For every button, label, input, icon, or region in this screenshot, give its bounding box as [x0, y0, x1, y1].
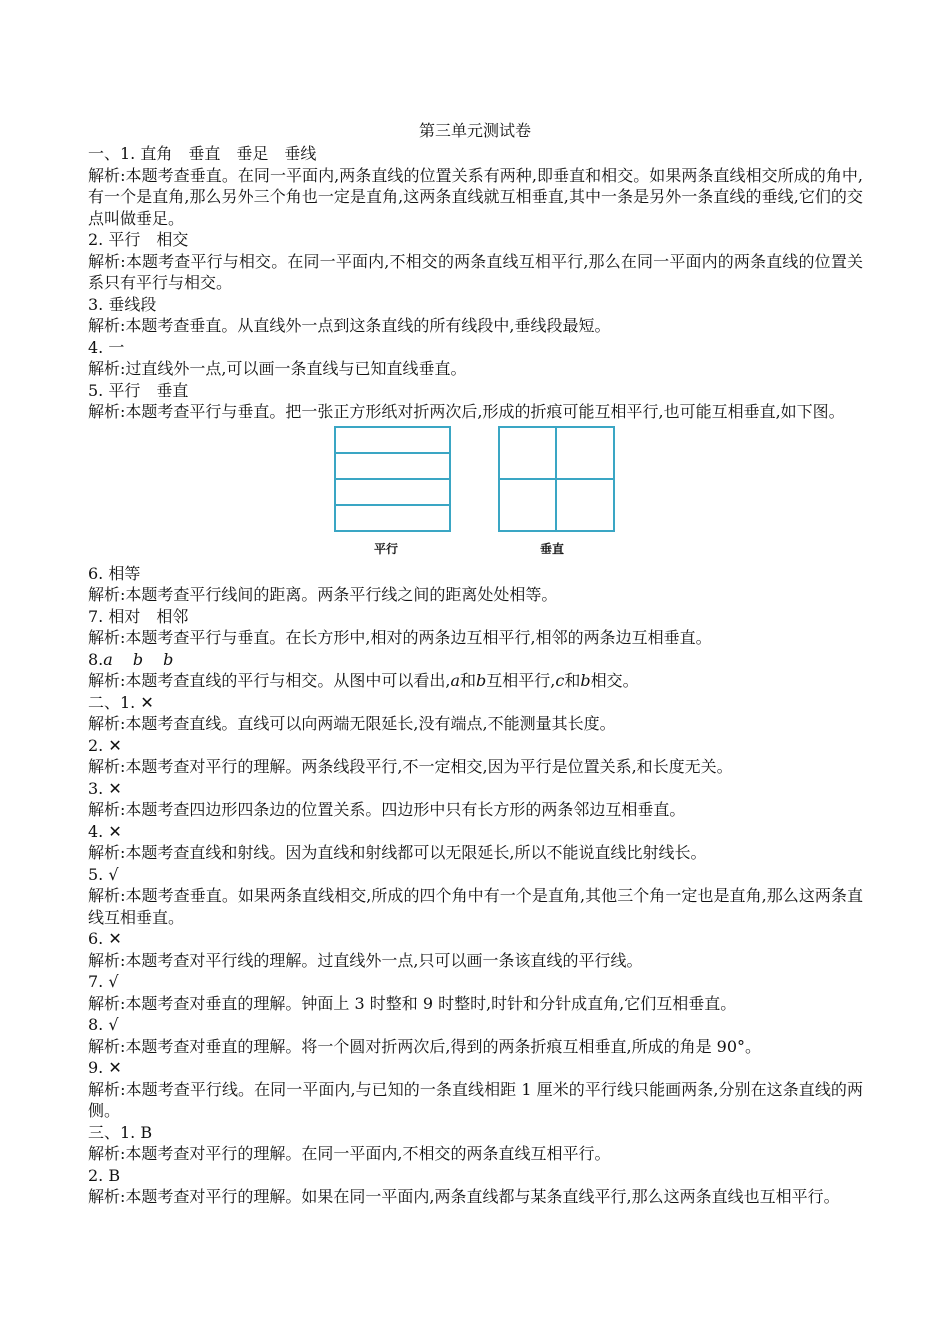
parallel-fold-square [335, 427, 450, 531]
label-perpendicular: 垂直 [540, 541, 565, 556]
s1-q3-answer: 3. 垂线段 [88, 294, 157, 314]
s3-q1-analysis: 解析:本题考查对平行的理解。在同一平面内,不相交的两条直线互相平行。 [88, 1144, 611, 1163]
q8-var-a: a [103, 649, 113, 669]
s2-q1-answer: 二、1. ✕ [88, 692, 154, 712]
fold-figure [88, 423, 863, 563]
s2-q5-answer: 5. √ [88, 864, 119, 884]
q8-analysis-end: 相交。 [590, 671, 639, 690]
s1-q7-answer: 7. 相对 相邻 [88, 606, 189, 626]
s2-q6-answer: 6. ✕ [88, 929, 122, 948]
s1-q7-analysis: 解析:本题考查平行与垂直。在长方形中,相对的两条边互相平行,相邻的两条边互相垂直。 [88, 628, 712, 647]
s1-q4-analysis: 解析:过直线外一点,可以画一条直线与已知直线垂直。 [88, 359, 467, 378]
q8-analysis-var-c: c [555, 671, 565, 690]
s1-q1-answer: 一、1. 直角 垂直 垂足 垂线 [88, 144, 317, 163]
s1-q5-analysis: 解析:本题考查平行与垂直。把一张正方形纸对折两次后,形成的折痕可能互相平行,也可能互相垂直,如下图。 [88, 402, 845, 421]
s1-q3-analysis: 解析:本题考查垂直。从直线外一点到这条直线的所有线段中,垂线段最短。 [88, 316, 611, 335]
s3-q2-analysis: 解析:本题考查对平行的理解。如果在同一平面内,两条直线都与某条直线平行,那么这两条直线也互相平行。 [88, 1187, 840, 1206]
s1-q1-analysis: 解析:本题考查垂直。在同一平面内,两条直线的位置关系有两种,即垂直和相交。如果两条直线相交所成的角中,有一个是直角,那么另外三个角也一定是直角,这两条直线就互相垂直,其中一条是另外一条直线的垂线,它们的交点叫做垂足。 [88, 165, 863, 228]
answer-content [88, 143, 863, 1208]
s1-q5-answer: 5. 平行 垂直 [88, 380, 189, 400]
s1-q6-analysis: 解析:本题考查平行线间的距离。两条平行线之间的距离处处相等。 [88, 585, 558, 604]
fold-diagrams [334, 423, 624, 535]
q8-analysis-mid2: 互相平行, [486, 671, 556, 690]
label-parallel: 平行 [374, 541, 399, 556]
perpendicular-fold-square [499, 427, 614, 531]
s2-q2-answer: 2. ✕ [88, 735, 122, 755]
s2-q1-analysis: 解析:本题考查直线。直线可以向两端无限延长,没有端点,不能测量其长度。 [88, 714, 616, 733]
s2-q9-analysis: 解析:本题考查平行线。在同一平面内,与已知的一条直线相距 1 厘米的平行线只能画两条,分别在这条直线的两侧。 [88, 1079, 863, 1120]
q8-analysis-pre: 解析:本题考查直线的平行与相交。从图中可以看出, [88, 671, 451, 690]
s3-q2-answer: 2. B [88, 1165, 121, 1185]
s1-q8-answer [88, 649, 863, 671]
q8-var-b1: b [132, 649, 144, 669]
s1-q8-analysis [88, 670, 863, 692]
s3-q1-answer: 三、1. B [88, 1122, 153, 1142]
s2-q8-answer: 8. √ [88, 1015, 119, 1034]
s2-q7-answer: 7. √ [88, 972, 119, 991]
q8-var-b2: b [163, 649, 174, 669]
s2-q9-answer: 9. ✕ [88, 1058, 122, 1077]
s1-q6-answer: 6. 相等 [88, 563, 141, 583]
s1-q4-answer: 4. 一 [88, 337, 125, 357]
s2-q8-analysis: 解析:本题考查对垂直的理解。将一个圆对折两次后,得到的两条折痕互相垂直,所成的角是 90°。 [88, 1036, 762, 1056]
s2-q4-analysis: 解析:本题考查直线和射线。因为直线和射线都可以无限延长,所以不能说直线比射线长。 [88, 843, 707, 862]
q8-number: 8. [88, 649, 104, 669]
s2-q2-analysis: 解析:本题考查对平行的理解。两条线段平行,不一定相交,因为平行是位置关系,和长度无关。 [88, 757, 733, 776]
s2-q5-analysis: 解析:本题考查垂直。如果两条直线相交,所成的四个角中有一个是直角,其他三个角一定也是直角,那么这两条直线互相垂直。 [88, 886, 863, 927]
q8-analysis-mid3: 和 [564, 671, 581, 690]
s1-q2-analysis: 解析:本题考查平行与相交。在同一平面内,不相交的两条直线互相平行,那么在同一平面内的两条直线的位置关系只有平行与相交。 [88, 251, 863, 292]
q8-analysis-var-b: b [476, 671, 487, 690]
s1-q2-answer: 2. 平行 相交 [88, 230, 189, 249]
s2-q6-analysis: 解析:本题考查对平行线的理解。过直线外一点,只可以画一条该直线的平行线。 [88, 950, 643, 970]
q8-analysis-var-a: a [450, 671, 461, 690]
s2-q7-analysis: 解析:本题考查对垂直的理解。钟面上 3 时整和 9 时整时,时针和分针成直角,它们互相垂直。 [88, 993, 737, 1013]
s2-q3-answer: 3. ✕ [88, 778, 122, 798]
s2-q3-analysis: 解析:本题考查四边形四条边的位置关系。四边形中只有长方形的两条邻边互相垂直。 [88, 800, 686, 819]
page-title: 第三单元测试卷 [418, 121, 531, 140]
q8-analysis-mid1: 和 [460, 671, 477, 690]
q8-analysis-var-b2: b [580, 671, 591, 690]
s2-q4-answer: 4. ✕ [88, 821, 122, 841]
